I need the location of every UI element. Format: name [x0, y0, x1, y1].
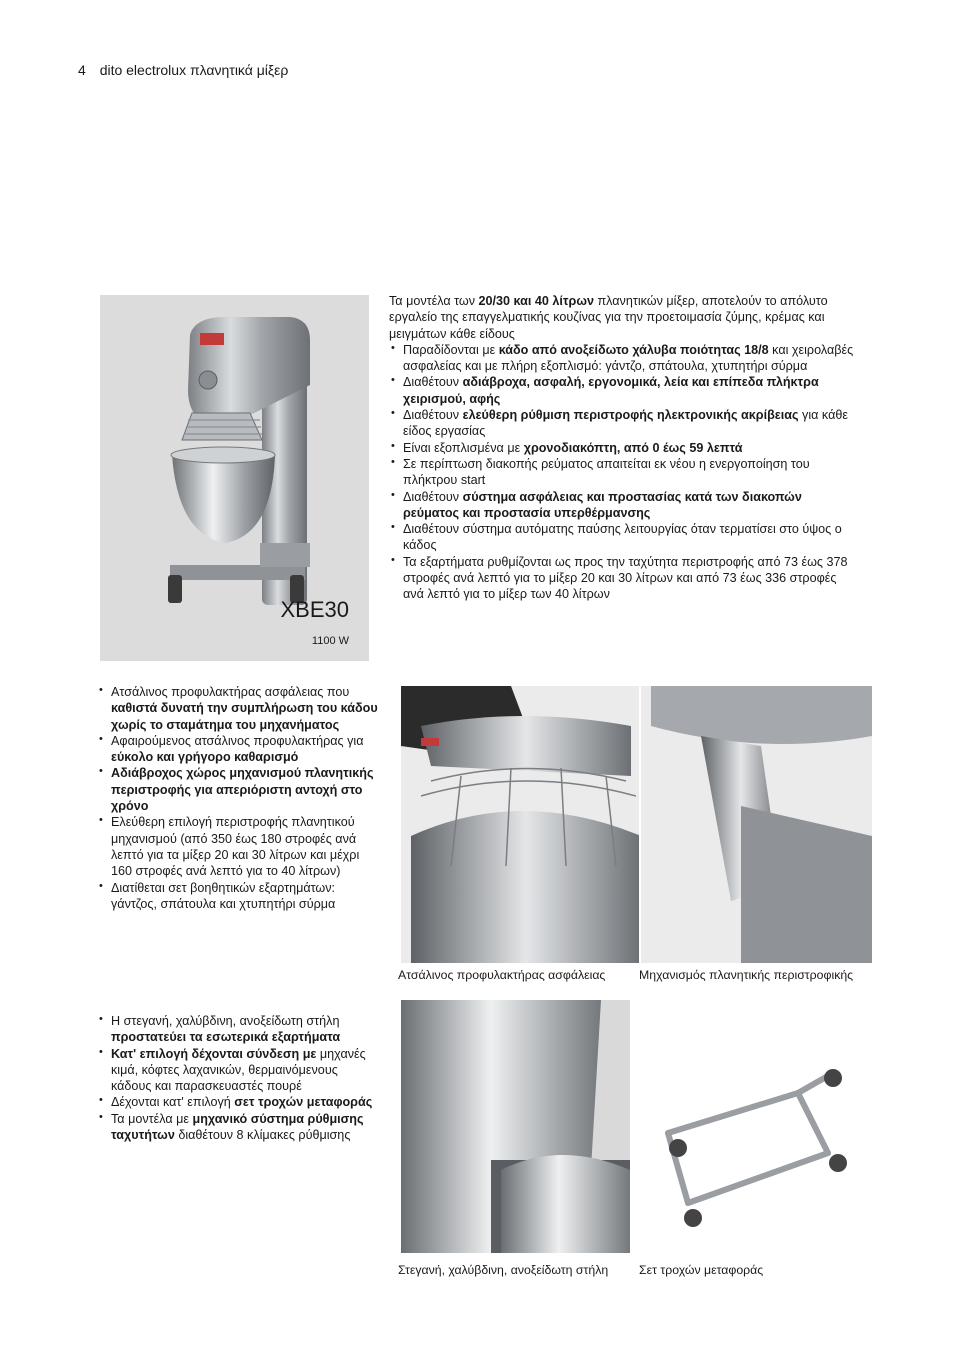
list-item	[389, 407, 859, 440]
text-run: Αδιάβροχος χώρος μηχανισμού πλανητικής περιστροφής για απεριόριστη αντοχή στο χρόνο	[111, 766, 374, 814]
header-title: dito electrolux πλανητικά μίξερ	[99, 62, 289, 78]
page-header	[78, 62, 288, 78]
list-item	[389, 521, 859, 554]
feature-list	[389, 342, 859, 603]
intro-run: πλανητικών μίξερ, αποτελούν το απόλυτο εργαλείο της επαγγελματικής κουζίνας για την προετοιμασία ζύμης, κρέμας και μειγμάτων κάθε είδους	[389, 294, 828, 341]
text-run: προστατεύει τα εσωτερικά εξαρτήματα	[111, 1030, 341, 1045]
wheels-photo	[648, 1033, 860, 1253]
list-item	[389, 554, 859, 603]
list-item	[97, 880, 379, 913]
text-run: Η στεγανή, χαλύβδινη, ανοξείδωτη στήλη	[111, 1014, 340, 1028]
text-run: και χειρολαβές ασφαλείας και με πλήρη εξοπλισμό: γάντζο, σπάτουλα, χτυπητήρι σύρμα	[403, 342, 854, 374]
text-run: εύκολο και γρήγορο καθαρισμό	[111, 750, 299, 765]
model-name: XBE30	[280, 597, 349, 622]
list-item	[389, 489, 859, 522]
list-item	[97, 733, 379, 766]
power-rating: 1100 W	[311, 635, 349, 647]
list-item	[97, 1013, 379, 1046]
text-run: Διαθέτουν	[403, 489, 463, 504]
text-run: Διαθέτουν	[403, 375, 463, 390]
text-run: Τα εξαρτήματα ρυθμίζονται ως προς την ταχύτητα περιστροφής από 73 έως 378 στροφές ανά λεπτό για το μίξερ 20 και 30 λίτρων και από 73 έως 336 στροφές ανά λεπτό για το μίξερ των 40 λίτρων	[403, 554, 848, 602]
caption-mechanism: Μηχανισμός πλανητικής περιστροφικής	[639, 968, 854, 982]
text-run: Κατ' επιλογή δέχονται σύνδεση με	[111, 1046, 317, 1061]
guard-feature-list	[97, 684, 379, 912]
text-run: Ατσάλινος προφυλακτήρας ασφάλειας που	[111, 685, 350, 699]
guard-mechanism-photo	[401, 686, 872, 963]
list-item	[97, 765, 379, 814]
column-feature-list	[97, 1013, 379, 1143]
text-run: Διαθέτουν σύστημα αυτόματης παύσης λειτουργίας όταν τερματίσει στο ύψος ο κάδος	[403, 522, 842, 553]
text-run: Διαθέτουν	[403, 408, 463, 423]
intro-run: 20/30 και 40 λίτρων	[478, 294, 594, 308]
intro-run: Τα μοντέλα των	[389, 294, 479, 308]
text-run: Ελεύθερη επιλογή περιστροφής πλανητικού μηχανισμού (από 350 έως 180 στροφές ανά λεπτό για τα μίξερ 20 και 30 λίτρων και μέχρι 160 στροφές ανά λεπτό για το 40 λίτρων)	[111, 815, 360, 879]
text-run: αδιάβροχα, ασφαλή, εργονομικά, λεία και επίπεδα πλήκτρα χειρισμού, αφής	[403, 375, 819, 406]
text-run: Δέχονται κατ' επιλογή	[111, 1095, 235, 1110]
text-run: Αφαιρούμενος ατσάλινος προφυλακτήρας για	[111, 733, 364, 748]
text-run: σύστημα ασφάλειας και προστασίας κατά των διακοπών ρεύματος και προστασία υπερθέρμανσης	[403, 489, 802, 520]
list-item	[97, 1046, 379, 1095]
page-number: 4	[78, 62, 86, 78]
text-run: μηχανές κιμά, κόφτες λαχανικών, θερμαινόμενους κάδους και παρασκευαστές πουρέ	[111, 1046, 366, 1094]
list-item	[97, 814, 379, 879]
list-item	[97, 1094, 379, 1110]
column-photo	[401, 1000, 630, 1253]
list-item	[97, 1111, 379, 1144]
text-run: Τα μοντέλα με	[111, 1111, 193, 1126]
text-run: διαθέτουν 8 κλίμακες ρύθμισης	[174, 1128, 351, 1143]
text-run: Σε περίπτωση διακοπής ρεύματος απαιτείται εκ νέου η ενεργοποίηση του πλήκτρου start	[403, 456, 810, 488]
list-item	[389, 374, 859, 407]
text-run: Διατίθεται σετ βοηθητικών εξαρτημάτων: γάντζος, σπάτουλα και χτυπητήρι σύρμα	[111, 880, 336, 911]
caption-column: Στεγανή, χαλύβδινη, ανοξείδωτη στήλη	[398, 1263, 609, 1277]
list-item	[389, 440, 859, 456]
text-run: για κάθε είδος εργασίας	[403, 408, 848, 439]
caption-guard: Ατσάλινος προφυλακτήρας ασφάλειας	[398, 968, 606, 982]
intro-paragraph	[389, 293, 859, 342]
list-item	[389, 342, 859, 375]
list-item	[389, 456, 859, 489]
caption-wheels: Σετ τροχών μεταφοράς	[639, 1263, 764, 1277]
text-run: σετ τροχών μεταφοράς	[234, 1095, 373, 1110]
product-panel	[100, 295, 369, 661]
text-run: μηχανικό σύστημα ρύθμισης ταχυτήτων	[111, 1111, 364, 1143]
text-run: Είναι εξοπλισμένα με	[403, 440, 524, 455]
text-run: ελεύθερη ρύθμιση περιστροφής ηλεκτρονικής ακρίβειας	[462, 408, 799, 423]
right-text-column	[389, 293, 859, 603]
text-run: κάδο από ανοξείδωτο χάλυβα ποιότητας 18/8	[498, 342, 769, 357]
list-item	[97, 684, 379, 733]
text-run: καθιστά δυνατή την συμπλήρωση του κάδου χωρίς το σταμάτημα του μηχανήματος	[111, 701, 378, 732]
text-run: χρονοδιακόπτη, από 0 έως 59 λεπτά	[523, 440, 743, 455]
text-run: Παραδίδονται με	[403, 342, 499, 357]
